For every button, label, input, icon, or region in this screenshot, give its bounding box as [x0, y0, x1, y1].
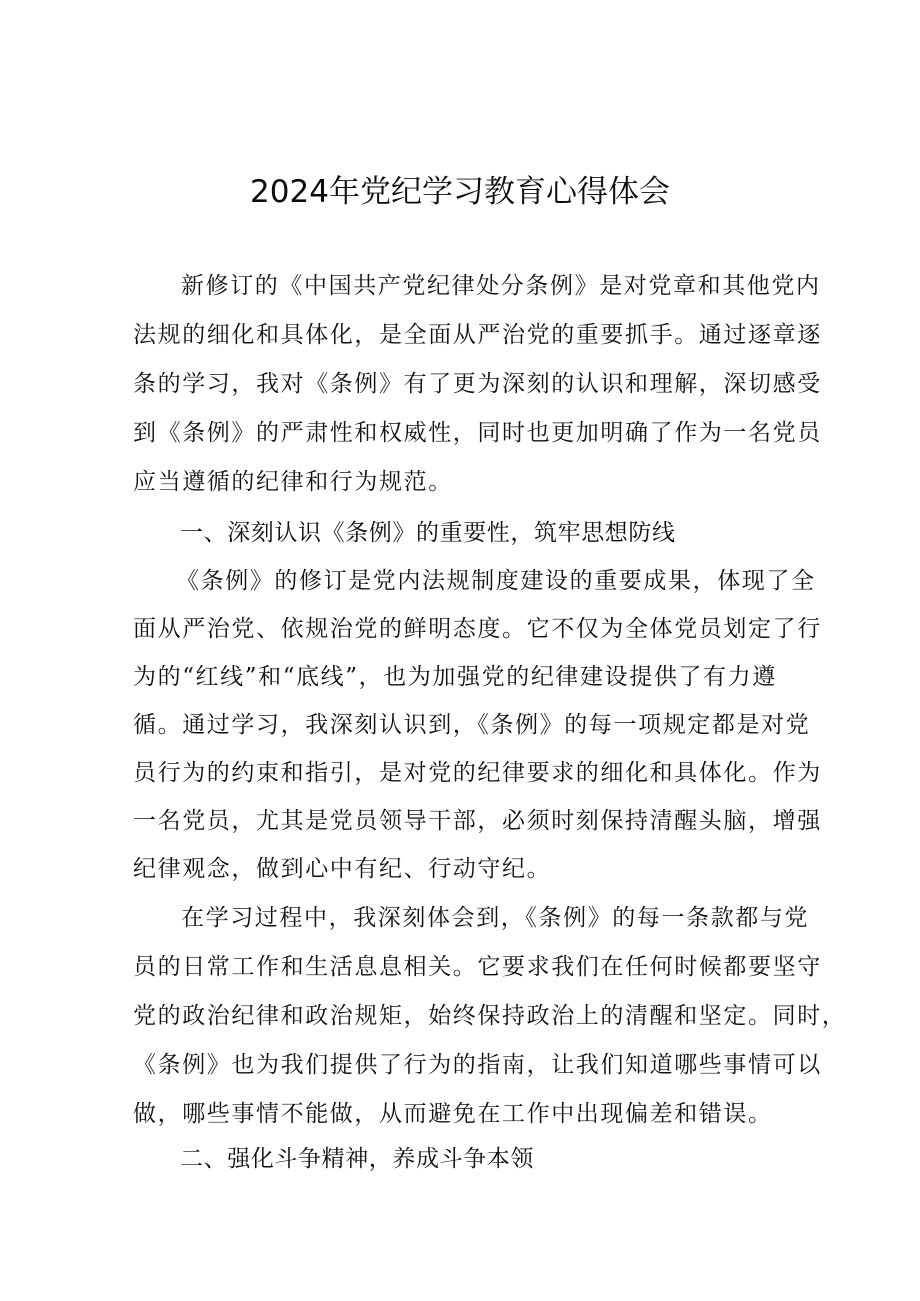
paragraph-line: 党的政治纪律和政治规矩，始终保持政治上的清醒和坚定。同时， — [133, 1003, 847, 1029]
paragraph-line: 在学习过程中，我深刻体会到，《条例》的每一条款都与党 — [181, 905, 810, 931]
intro-line: 法规的细化和具体化，是全面从严治党的重要抓手。通过逐章逐 — [133, 322, 822, 348]
section-heading-1: 一、深刻认识《条例》的重要性，筑牢思想防线 — [180, 520, 676, 546]
document-title: 2024年党纪学习教育心得体会 — [250, 174, 670, 210]
paragraph-line: 做，哪些事情不能做，从而避免在工作中出现偏差和错误。 — [133, 1101, 773, 1127]
paragraph-line: 面从严治党、依规治党的鲜明态度。它不仅为全体党员划定了行 — [133, 616, 822, 642]
intro-line: 条的学习，我对《条例》有了更为深刻的认识和理解，深切感受 — [133, 371, 822, 397]
section-heading-2: 二、强化斗争精神，养成斗争本领 — [180, 1146, 534, 1172]
paragraph-line: 《条例》也为我们提供了行为的指南，让我们知道哪些事情可以 — [133, 1052, 822, 1078]
paragraph-line: 《条例》的修订是党内法规制度建设的重要成果，体现了全 — [176, 568, 816, 594]
paragraph-line: 员的日常工作和生活息息相关。它要求我们在任何时候都要坚守 — [133, 954, 822, 980]
intro-line: 应当遵循的纪律和行为规范。 — [133, 469, 453, 495]
paragraph-line: 员行为的约束和指引，是对党的纪律要求的细化和具体化。作为 — [133, 760, 822, 786]
intro-line: 到《条例》的严肃性和权威性，同时也更加明确了作为一名党员 — [133, 420, 822, 446]
intro-line: 新修订的《中国共产党纪律处分条例》是对党章和其他党内 — [181, 273, 821, 299]
paragraph-line: 为的“红线”和“底线”，也为加强党的纪律建设提供了有力遵 — [133, 664, 777, 690]
paragraph-line: 一名党员，尤其是党员领导干部，必须时刻保持清醒头脑，增强 — [133, 808, 822, 834]
paragraph-line: 纪律观念，做到心中有纪、行动守纪。 — [133, 856, 552, 882]
paragraph-line: 循。通过学习，我深刻认识到，《条例》的每一项规定都是对党 — [133, 712, 811, 738]
